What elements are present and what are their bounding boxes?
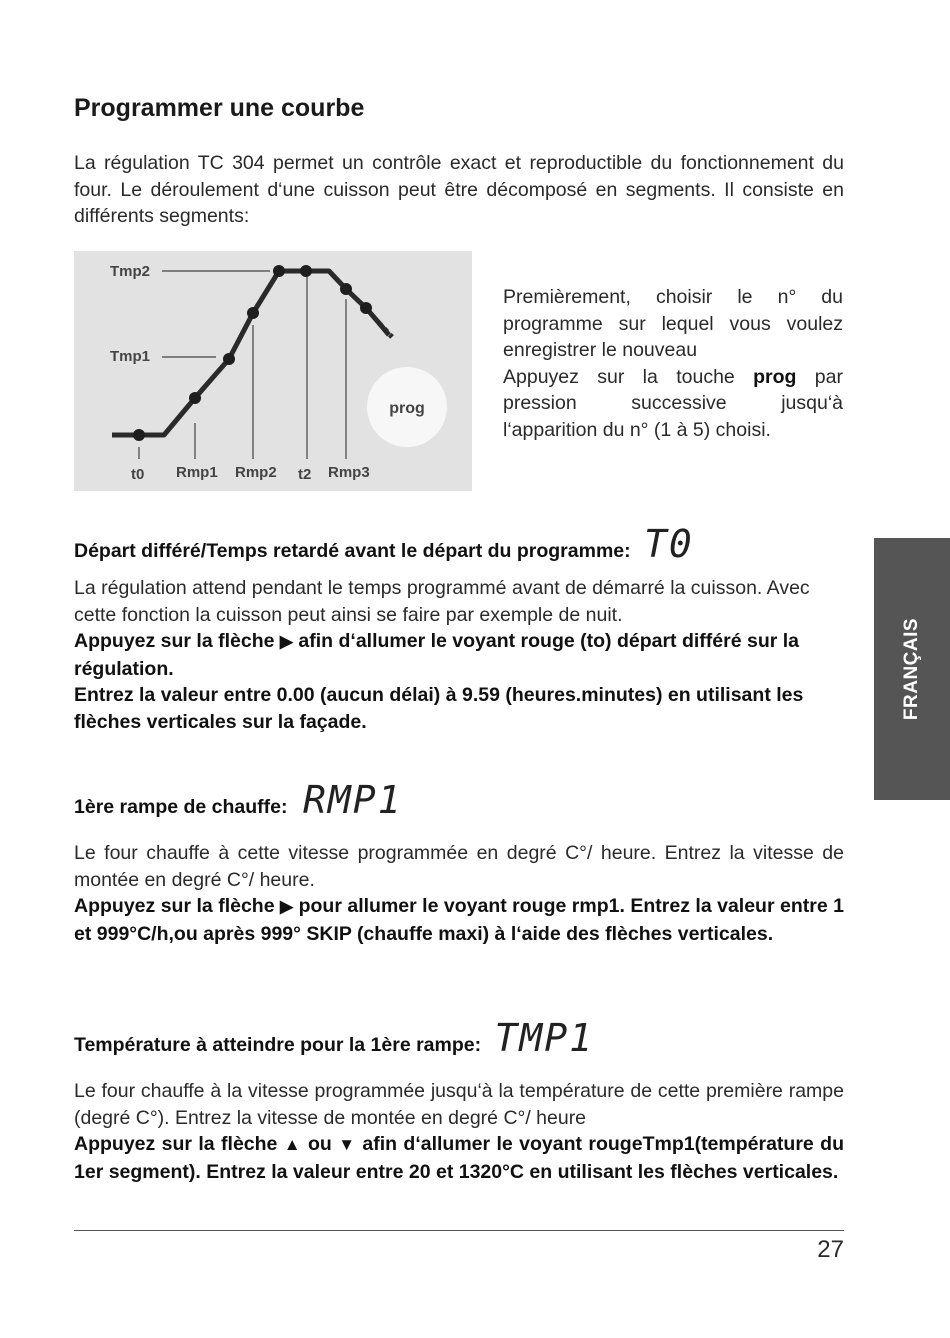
rmp1-label: Rmp1 — [176, 464, 218, 481]
curve-point — [300, 265, 312, 277]
down-arrow-icon: ▼ — [338, 1135, 356, 1154]
page-number: 27 — [817, 1236, 844, 1263]
curve-point — [133, 429, 145, 441]
section1-heading-text: Départ différé/Temps retardé avant le départ du programme: — [74, 540, 631, 562]
t2-label: t2 — [298, 466, 312, 483]
section1-normal: La régulation attend pendant le temps programmé avant de démarré la cuisson. Avec cette fonction la cuisson peut ainsi se faire par exemple de nuit. — [74, 577, 810, 626]
section2-heading-text: 1ère rampe de chauffe: — [74, 796, 288, 818]
footer-divider — [74, 1230, 844, 1231]
curve-point — [247, 307, 259, 319]
right-arrow-icon: ▶ — [280, 897, 294, 916]
language-tab-label: FRANÇAIS — [901, 617, 922, 721]
section1-heading — [74, 522, 694, 566]
section3-heading-text: Température à atteindre pour la 1ère rampe: — [74, 1034, 482, 1056]
curve-point — [340, 283, 352, 295]
up-arrow-icon: ▲ — [283, 1135, 302, 1154]
curve-diagram — [74, 251, 472, 491]
section1-lcd-code: T0 — [644, 522, 694, 566]
curve-point — [360, 302, 372, 314]
curve-point — [189, 392, 201, 404]
section3-body — [74, 1078, 844, 1185]
section3-lcd-code: TMP1 — [494, 1016, 595, 1060]
tmp1-label: Tmp1 — [110, 348, 151, 365]
side-line2-pre: Appuyez sur la touche — [503, 365, 754, 388]
section3-bold-post: afin d‘allumer le voyant rougeTmp1(température du 1er segment). Entrez la valeur entre 20 et 1320°C en utilisant les flèches verticales. — [74, 1133, 844, 1183]
section3-bold-mid: ou — [301, 1133, 339, 1155]
section2-lcd-code: RMP1 — [302, 778, 403, 822]
section1-body — [74, 575, 844, 735]
curve-figure — [74, 251, 472, 491]
section3-bold-pre: Appuyez sur la flèche — [74, 1133, 284, 1155]
section2-body — [74, 840, 844, 947]
prog-label: prog — [389, 400, 425, 417]
rmp3-label: Rmp3 — [328, 464, 370, 481]
right-arrow-icon: ▶ — [279, 632, 293, 651]
tmp2-label: Tmp2 — [110, 263, 151, 280]
section2-bold-post: pour allumer le voyant rouge rmp1. Entrez la valeur entre 1 et 999°C/h,ou après 999° SKIP (chauffe maxi) à l‘aide des flèches verticales. — [74, 895, 844, 945]
rmp2-label: Rmp2 — [235, 464, 277, 481]
section1-bold1-pre: Appuyez sur la flèche — [74, 630, 280, 652]
section1-bold2: Entrez la valeur entre 0.00 (aucun délai) à 9.59 (heures.minutes) en utilisant les flèches verticales sur la façade. — [74, 684, 804, 733]
figure-side-text — [503, 284, 843, 443]
intro-paragraph: La régulation TC 304 permet un contrôle exact et reproductible du fonctionnement du four. Le déroulement d‘une cuisson peut être décomposé en segments. Il consiste en différents segments: — [74, 152, 844, 227]
section1-bold1-post: afin d‘allumer le voyant rouge (to) départ différé sur la régulation. — [74, 630, 799, 680]
t0-label: t0 — [131, 466, 145, 483]
curve-point — [223, 353, 235, 365]
side-line1: Premièrement, choisir le n° du programme sur lequel vous voulez enregistrer le nouveau — [503, 286, 843, 361]
language-tab — [874, 538, 950, 800]
section3-normal: Le four chauffe à la vitesse programmée jusqu‘à la température de cette première rampe (degré C°). Entrez la vitesse de montée en degré C°/ heure — [74, 1080, 844, 1129]
section3-heading — [74, 1016, 594, 1060]
side-line2-post: par pression successive jusqu‘à l‘apparition du n° (1 à 5) choisi. — [503, 365, 843, 441]
side-line2-bold: prog — [753, 365, 797, 388]
page-title: Programmer une courbe — [74, 94, 365, 122]
section2-heading — [74, 778, 402, 822]
section2-bold-pre: Appuyez sur la flèche — [74, 895, 281, 917]
curve-point — [273, 265, 285, 277]
section2-normal: Le four chauffe à cette vitesse programmée en degré C°/ heure. Entrez la vitesse de montée en degré C°/ heure. — [74, 842, 844, 891]
